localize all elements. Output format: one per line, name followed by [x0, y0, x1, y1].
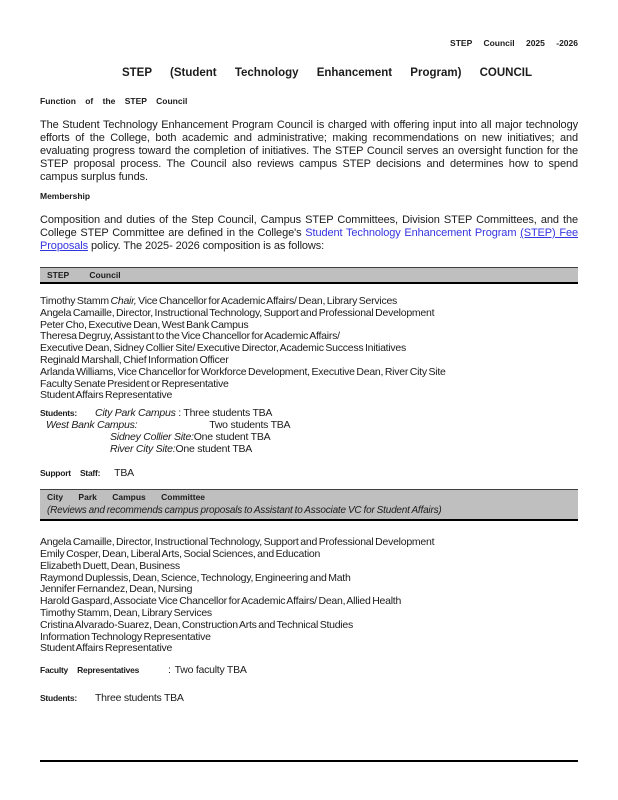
member-text: Reginald Marshall, Chief Information Officer	[40, 353, 229, 366]
member-row	[40, 390, 578, 402]
member-text: Arlanda Williams, Vice Chancellor for Workforce Development, Executive Dean, River City Site	[40, 365, 446, 378]
campus-name: City Park Campus	[95, 407, 176, 420]
section-divider-rule	[40, 760, 578, 762]
member-text: Angela Camaille, Director, Instructional Technology, Support and Professional Development	[40, 306, 435, 319]
students-count: One student TBA	[175, 442, 253, 455]
step-council-bar-title: STEP Council	[47, 270, 121, 280]
support-staff-line	[40, 468, 578, 480]
member-text: Jennifer Fernandez, Dean, Nursing	[40, 583, 193, 596]
link-part1: Student Technology Enhancement Program	[305, 227, 517, 239]
member-role-italic: Chair,	[110, 295, 137, 307]
member-text: Elizabeth Duett, Dean, Business	[40, 559, 180, 572]
city-park-header-bar	[40, 489, 578, 521]
support-staff-value: TBA	[114, 467, 134, 480]
link-part2: (STEP) Fee Proposals	[40, 227, 578, 252]
member-text: Student Affairs Representative	[40, 389, 173, 402]
member-text: Angela Camaille, Director, Instructional Technology, Support and Professional Development	[40, 536, 435, 549]
step-council-students-block	[40, 408, 578, 455]
city-park-students-line	[40, 693, 578, 705]
campus-name: River City Site:	[110, 442, 176, 455]
member-text: Student Affairs Representative	[40, 642, 173, 655]
doc-title: STEP (Student Technology Enhancement Program) COUNCIL	[121, 67, 533, 79]
city-park-bar-title: City Park Campus Committee	[47, 492, 206, 503]
support-staff-label: Support Staff:	[40, 468, 101, 479]
faculty-representatives-label: Faculty Representatives	[40, 665, 140, 676]
students-count: Three students TBA	[183, 407, 273, 420]
city-park-member-list	[40, 537, 578, 655]
member-text: Theresa Degruy, Assistant to the Vice Chancellor for Academic Affairs/	[40, 330, 340, 343]
step-council-header-bar	[40, 267, 578, 284]
member-text: Faculty Senate President or Representative	[40, 377, 229, 390]
member-text: Raymond Duplessis, Dean, Science, Technology, Engineering and Math	[40, 571, 351, 584]
member-text: Peter Cho, Executive Dean, West Bank Campus	[40, 318, 249, 331]
faculty-representatives-value: Two faculty TBA	[174, 664, 247, 677]
row-separator: :	[175, 407, 184, 420]
member-text: Harold Gaspard, Associate Vice Chancellor for Academic Affairs/ Dean, Allied Health	[40, 595, 402, 608]
city-park-students-value: Three students TBA	[95, 691, 184, 704]
member-text: Timothy Stamm	[40, 295, 111, 307]
faculty-representatives-line	[40, 665, 578, 677]
students-label: Students:	[40, 408, 77, 419]
function-paragraph: The Student Technology Enhancement Program Council is charged with offering input into all major technology efforts of the College, both academic and administrative; making recommendations on new initiatives; and evaluating progress toward the completion of initiatives. The STEP Council serves an oversight function for the STEP proposal process. The Council also reviews campus STEP decisions and determines how to spend campus surplus funds.	[40, 119, 578, 183]
students-count: Two students TBA	[209, 418, 291, 431]
step-council-member-list	[40, 296, 578, 402]
students-row-river-city	[40, 444, 578, 456]
member-text: Emily Cosper, Dean, Liberal Arts, Social Sciences, and Education	[40, 547, 321, 560]
students-count: One student TBA	[193, 430, 271, 443]
intro-post-text: policy. The 2025- 2026 composition is as follows:	[88, 240, 325, 252]
faculty-separator: :	[168, 664, 171, 677]
member-text: Executive Dean, Sidney Collier Site/ Executive Director, Academic Success Initiatives	[40, 342, 407, 355]
member-text: Information Technology Representative	[40, 630, 211, 643]
membership-intro-paragraph	[40, 214, 578, 253]
membership-heading: Membership	[40, 191, 91, 201]
member-text: Timothy Stamm, Dean, Library Services	[40, 606, 212, 619]
campus-name: Sidney Collier Site:	[110, 430, 194, 443]
function-heading: Function of the STEP Council	[40, 96, 188, 106]
member-row	[40, 643, 578, 655]
corner-header: STEP Council 2025 -2026	[450, 38, 578, 48]
campus-name: West Bank Campus:	[46, 418, 138, 431]
member-text-cont: Vice Chancellor for Academic Affairs/ Dean, Library Services	[136, 295, 398, 307]
intro-pre-text: Composition and duties of the Step Council, Campus STEP Committees, Division STEP Committees, and the College STEP Committee are defined in the College's	[40, 214, 578, 239]
member-text: Cristina Alvarado-Suarez, Dean, Construction Arts and Technical Studies	[40, 618, 353, 631]
city-park-students-label: Students:	[40, 692, 77, 703]
city-park-bar-subtitle: (Reviews and recommends campus proposals to Assistant to Associate VC for Student Affairs)	[47, 505, 442, 517]
